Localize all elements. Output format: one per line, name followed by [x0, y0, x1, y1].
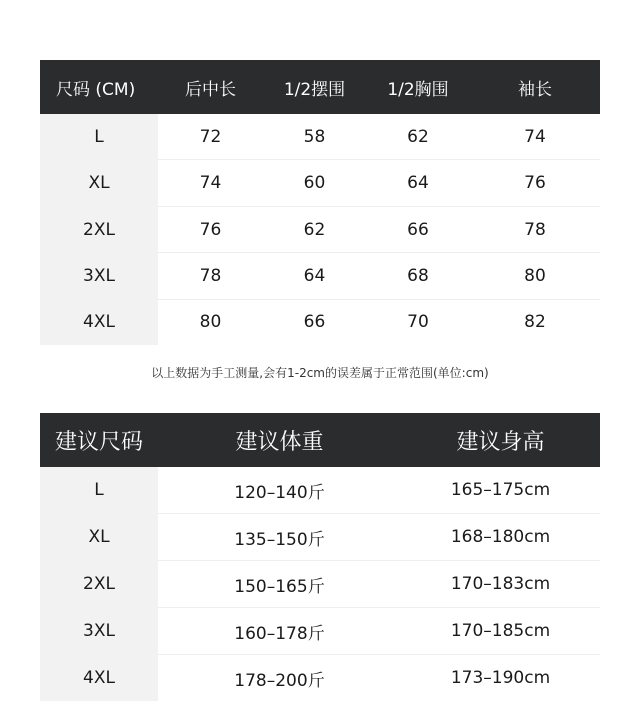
table-row	[40, 160, 600, 206]
header-half-chest: 1/2胸围	[366, 60, 470, 114]
size-cell: 2XL	[40, 561, 158, 608]
header-recommended-size: 建议尺码	[40, 413, 158, 467]
table-cell: 78	[158, 253, 263, 299]
table-cell: 76	[158, 206, 263, 252]
table-cell: 80	[158, 299, 263, 345]
size-recommendation-table	[40, 413, 600, 701]
header-half-hem: 1/2摆围	[263, 60, 366, 114]
table-row	[40, 561, 600, 608]
table-cell: 66	[263, 299, 366, 345]
size-cell: 3XL	[40, 253, 158, 299]
size-cell: XL	[40, 160, 158, 206]
header-sleeve: 袖长	[470, 60, 600, 114]
table-cell: 74	[470, 114, 600, 160]
table-cell: 170–185cm	[401, 608, 600, 655]
size-cell: 4XL	[40, 299, 158, 345]
table-cell: 60	[263, 160, 366, 206]
size-chart-header-row	[40, 60, 600, 114]
table-cell: 72	[158, 114, 263, 160]
table-cell: 168–180cm	[401, 514, 600, 561]
table-cell: 173–190cm	[401, 655, 600, 702]
size-cell: XL	[40, 514, 158, 561]
table-cell: 178–200斤	[158, 655, 401, 702]
table-row	[40, 467, 600, 514]
table-cell: 64	[263, 253, 366, 299]
table-row	[40, 299, 600, 345]
table-row	[40, 253, 600, 299]
table-cell: 58	[263, 114, 366, 160]
table-cell: 165–175cm	[401, 467, 600, 514]
table-cell: 64	[366, 160, 470, 206]
table-cell: 82	[470, 299, 600, 345]
table-cell: 66	[366, 206, 470, 252]
size-cell: 3XL	[40, 608, 158, 655]
header-size: 尺码 (CM)	[40, 60, 158, 114]
table-cell: 120–140斤	[158, 467, 401, 514]
table-row	[40, 514, 600, 561]
table-row	[40, 608, 600, 655]
size-cell: 2XL	[40, 206, 158, 252]
table-cell: 135–150斤	[158, 514, 401, 561]
measurement-note: 以上数据为手工测量,会有1-2cm的误差属于正常范围(单位:cm)	[151, 366, 489, 380]
size-cell: L	[40, 114, 158, 160]
table-row	[40, 655, 600, 702]
table-cell: 78	[470, 206, 600, 252]
header-back-length: 后中长	[158, 60, 263, 114]
table-cell: 62	[263, 206, 366, 252]
table-cell: 80	[470, 253, 600, 299]
table-cell: 68	[366, 253, 470, 299]
table-cell: 160–178斤	[158, 608, 401, 655]
table-cell: 150–165斤	[158, 561, 401, 608]
table-cell: 76	[470, 160, 600, 206]
table-cell: 74	[158, 160, 263, 206]
table-cell: 62	[366, 114, 470, 160]
size-cell: L	[40, 467, 158, 514]
size-cell: 4XL	[40, 655, 158, 702]
size-chart-table	[40, 60, 600, 345]
table-cell: 170–183cm	[401, 561, 600, 608]
table-row	[40, 114, 600, 160]
header-recommended-height: 建议身高	[401, 413, 600, 467]
recommendation-header-row	[40, 413, 600, 467]
table-cell: 70	[366, 299, 470, 345]
table-row	[40, 206, 600, 252]
header-recommended-weight: 建议体重	[158, 413, 401, 467]
